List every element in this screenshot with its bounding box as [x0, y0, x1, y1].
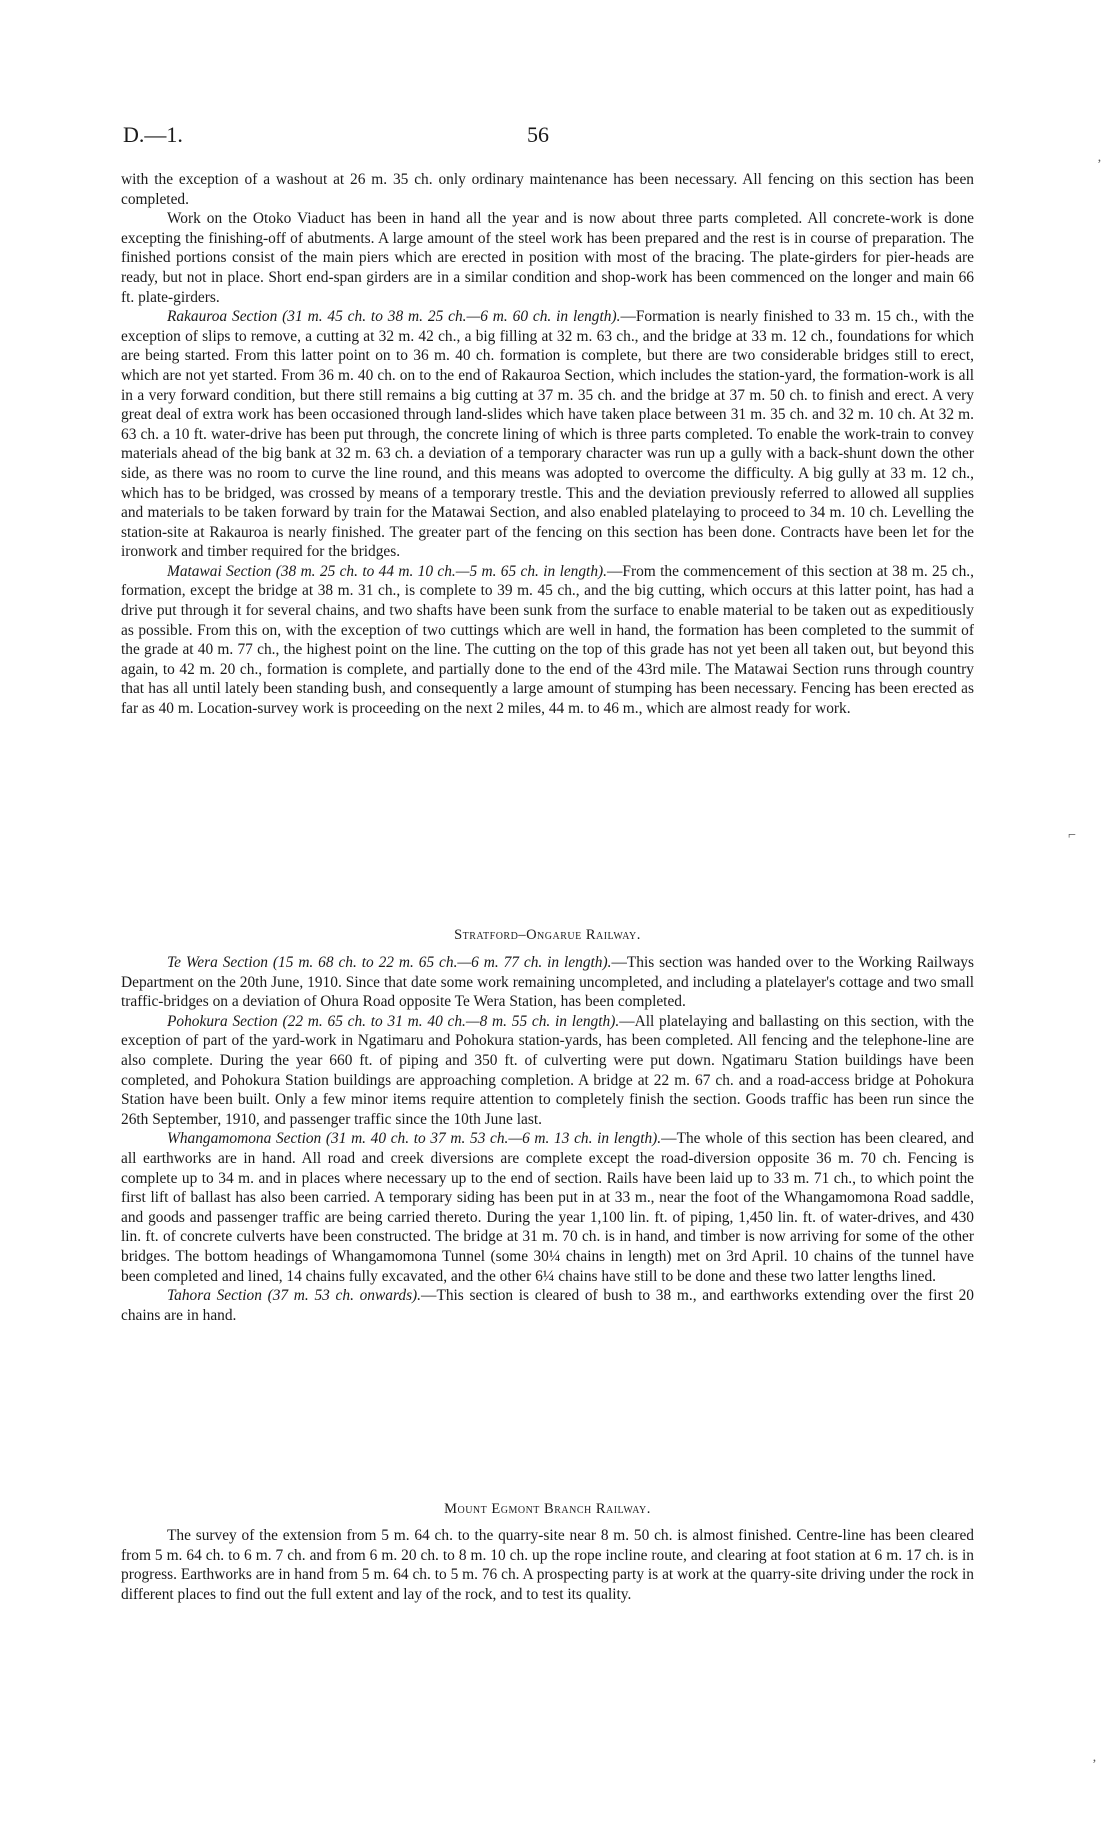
body-block-2 — [121, 953, 974, 1325]
section-title: Pohokura Section (22 m. 65 ch. to 31 m. 40 ch.—8 m. 55 ch. in length). — [167, 1012, 620, 1030]
section-title: Te Wera Section (15 m. 68 ch. to 22 m. 65 ch.—6 m. 77 ch. in length). — [167, 954, 612, 971]
paragraph: Work on the Otoko Viaduct has been in hand all the year and is now about three parts completed. All concrete-work is done excepting the finishing-off of abutments. A large amount of the steel work has been prepared and the rest is in course of preparation. The finished portions consist of the main piers which are erected in position with most of the bracing. The plate-girders for pier-heads are ready, but not in place. Short end-span girders are in a similar condition and shop-work has been commenced on the longer and main 66 ft. plate-girders. — [121, 210, 974, 306]
paragraph: Whangamomona Section (31 m. 40 ch. to 37 m. 53 ch.—6 m. 13 ch. in length).—The whole of this section has been cleared, and all earthworks are in hand. All road and creek diversions are complete except the road-diversion opposite 36 m. 70 ch. Fencing is complete up to 34 m. and in places where necessary up to the end of section. Rails have been laid up to 33 m. 71 ch., to which point the first lift of ballast has also been carried. A temporary siding has been put in at 33 m., near the foot of the Whangamomona Road saddle, and goods and passenger traffic are being carried thereto. During the year 1,100 lin. ft. of piping, 1,450 lin. ft. of water-drives, and 430 lin. ft. of concrete culverts have been constructed. The bridge at 31 m. 70 ch. is in hand, and timber is now arriving for some of the other bridges. The bottom headings of Whangamomona Tunnel (some 30¼ chains in length) met on 3rd April. 10 chains of the tunnel have been completed and lined, 14 chains fully excavated, and the other 6¼ chains have still to be done and these two latter lengths lined. — [121, 1130, 974, 1285]
paragraph: Te Wera Section (15 m. 68 ch. to 22 m. 65 ch.—6 m. 77 ch. in length).—This section was handed over to the Working Railways Department on the 20th June, 1910. Since that date some work remaining uncompleted, and including a platelayer's cottage and two small traffic-bridges on a deviation of Ohura Road opposite Te Wera Station, has been completed. — [121, 954, 974, 1011]
scan-mark: ‚ — [1097, 150, 1102, 165]
section-title: Tahora Section (37 m. 53 ch. onwards). — [167, 1287, 422, 1305]
section-heading: Mount Egmont Branch Railway. — [444, 1501, 651, 1517]
section-title: Matawai Section (38 m. 25 ch. to 44 m. 10 ch.—5 m. 65 ch. in length). — [167, 562, 608, 580]
paragraph: with the exception of a washout at 26 m. 35 ch. only ordinary maintenance has been necessary. All fencing on this section has been completed. — [121, 171, 974, 208]
scan-mark: ⌐ — [1068, 828, 1076, 843]
paragraph: Rakauroa Section (31 m. 45 ch. to 38 m. 25 ch.—6 m. 60 ch. in length).—Formation is nearly finished to 33 m. 15 ch., with the exception of slips to remove, a cutting at 32 m. 42 ch., a big filling at 32 m. 63 ch., and the bridge at 33 m. 12 ch., foundations for which are being started. From this latter point on to 36 m. 40 ch. formation is complete, but there are two considerable bridges still to erect, which are not yet started. From 36 m. 40 ch. on to the end of Rakauroa Section, which includes the station-yard, the formation-work is all in a very forward condition, but there still remains a big cutting at 37 m. 35 ch. and the bridge at 37 m. 50 ch. to finish and erect. A very great deal of extra work has been occasioned through land-slides which have taken place between 31 m. 35 ch. and 32 m. 10 ch. At 32 m. 63 ch. a 10 ft. water-drive has been put through, the concrete lining of which is three parts completed. To enable the work-train to convey materials ahead of the big bank at 32 m. 63 ch. a deviation of a temporary character was run up a gully with a back-shunt down the other side, as there was no room to curve the line round, and this means was adopted to overcome the difficulty. A big gully at 33 m. 12 ch., which has to be bridged, was crossed by means of a temporary trestle. This and the deviation previously referred to allowed all supplies and materials to be taken forward by train for the Matawai Section, and also enabled platelaying to proceed to 34 m. 10 ch. Levelling the station-site at Rakauroa is nearly finished. The greater part of the fencing on this section has been done. Contracts have been let for the ironwork and timber required for the bridges. — [121, 308, 974, 561]
paragraph: Pohokura Section (22 m. 65 ch. to 31 m. 40 ch.—8 m. 55 ch. in length).—All platelaying and ballasting on this section, with the exception of part of the yard-work in Ngatimaru and Pohokura station-yards, has been completed. All fencing and the telephone-line are also complete. During the year 660 ft. of piping and 350 ft. of culverting were put down. Ngatimaru Station buildings have been completed, and Pohokura Station buildings are approaching completion. A bridge at 22 m. 67 ch. and a road-access bridge at Pohokura Station have been built. Only a few minor items require attention to completely finish the section. Goods traffic has been run since the 26th September, 1910, and passenger traffic since the 10th June last. — [121, 1012, 974, 1128]
paragraph: Tahora Section (37 m. 53 ch. onwards).—This section is cleared of bush to 38 m., and earthworks extending over the first 20 chains are in hand. — [121, 1287, 974, 1324]
body-block-3 — [121, 1526, 974, 1604]
page-number: 56 — [527, 122, 549, 147]
section-title: Rakauroa Section (31 m. 45 ch. to 38 m. 25 ch.—6 m. 60 ch. in length). — [167, 308, 621, 326]
body-block-1 — [121, 170, 974, 719]
paragraph: Matawai Section (38 m. 25 ch. to 44 m. 10 ch.—5 m. 65 ch. in length).—From the commencement of this section at 38 m. 25 ch., formation, except the bridge at 38 m. 31 ch., is complete to 39 m. 45 ch., and the big cutting, which occurs at this latter point, has had a drive put through it for several chains, and two shafts have been sunk from the surface to enable material to be taken out as expeditiously as possible. From this on, with the exception of two cuttings which are well in hand, the formation has been completed to the summit of the grade at 40 m. 77 ch., the highest point on the line. The cutting on the top of this grade has not yet been all taken out, but beyond this again, to 42 m. 20 ch., formation is complete, and partially done to the end of the 43rd mile. The Matawai Section runs through country that has all until lately been standing bush, and consequently a large amount of stumping has been necessary. Fencing has been erected as far as 40 m. Location-survey work is proceeding on the next 2 miles, 44 m. to 46 m., which are almost ready for work. — [121, 562, 974, 718]
paragraph: The survey of the extension from 5 m. 64 ch. to the quarry-site near 8 m. 50 ch. is almost finished. Centre-line has been cleared from 5 m. 64 ch. to 6 m. 7 ch. and from 6 m. 20 ch. to 8 m. 10 ch. up the rope incline route, and clearing at foot station at 6 m. 17 ch. is in progress. Earthworks are in hand from 5 m. 64 ch. to 5 m. 76 ch. A prospecting party is at work at the quarry-site driving under the rock in different places to find out the full extent and lay of the rock, and to test its quality. — [121, 1527, 974, 1603]
section-heading: Stratford–Ongarue Railway. — [454, 927, 641, 943]
section-title: Whangamomona Section (31 m. 40 ch. to 37 m. 53 ch.—6 m. 13 ch. in length). — [167, 1130, 662, 1148]
document-reference: D.—1. — [123, 122, 183, 147]
scan-mark: ‚ — [1092, 1750, 1097, 1765]
